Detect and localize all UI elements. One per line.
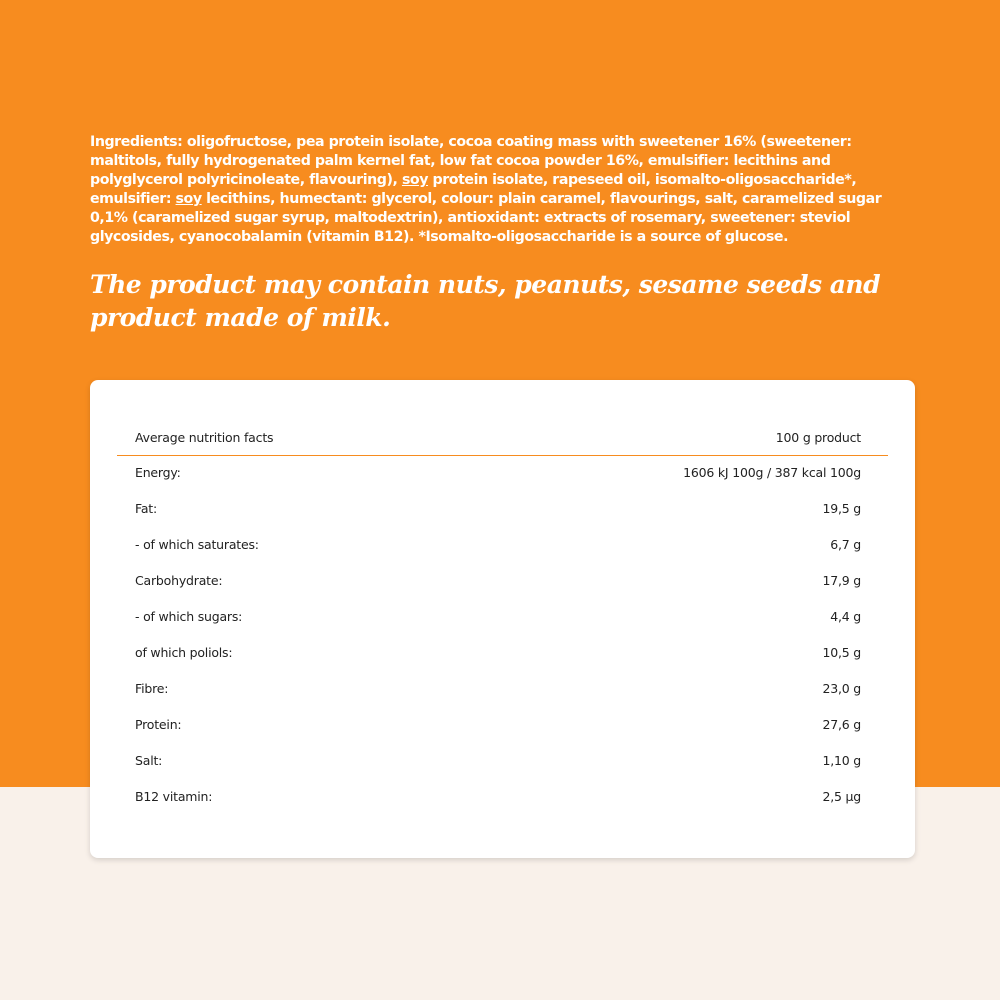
nutrient-label: - of which sugars: [135, 609, 243, 624]
nutrition-header [135, 430, 861, 450]
ingredients-part: Ingredients: oligofructose, pea protein isolate, cocoa coating mass with sweetener 16% (sweetener: maltitols, fully hydrogenated palm kernel fat, low fat cocoa powder 16%, emulsifier: lecithins and polyglycerol polyricinoleate, flavouring), [90, 134, 852, 188]
allergen-warning: The product may contain nuts, peanuts, sesame seeds and product made of milk. [90, 270, 881, 332]
nutrition-table [90, 380, 915, 858]
header-label: Average nutrition facts [135, 430, 274, 445]
header-divider [117, 455, 888, 456]
ingredients-part: protein isolate, rapeseed oil, isomalto-oligosaccharide*, emulsifier: [90, 172, 857, 207]
nutrient-label: B12 vitamin: [135, 789, 213, 804]
nutrient-value: 19,5 g [822, 501, 861, 516]
nutrition-row [135, 789, 861, 809]
nutrient-value: 27,6 g [822, 717, 861, 732]
nutrient-label: Fat: [135, 501, 158, 516]
nutrient-label: of which poliols: [135, 645, 233, 660]
nutrient-value: 6,7 g [830, 537, 861, 552]
nutrient-label: Protein: [135, 717, 182, 732]
ingredients-part: lecithins, humectant: glycerol, colour: plain caramel, flavourings, salt, caramelized sugar 0,1% (caramelized sugar syrup, maltodextrin), antioxidant: extracts of rosemary, sweetener: steviol glycosides, cyanocobalamin (vitamin B12). *Isomalto-oligosaccharide is a source of glucose. [90, 191, 882, 245]
nutrient-value: 4,4 g [830, 609, 861, 624]
nutrient-value: 1,10 g [822, 753, 861, 768]
nutrition-row [135, 645, 861, 665]
nutrition-row [135, 717, 861, 737]
nutrition-row [135, 465, 861, 485]
nutrition-row [135, 753, 861, 773]
nutrition-row [135, 573, 861, 593]
nutrient-label: Energy: [135, 465, 181, 480]
nutrition-row [135, 501, 861, 521]
allergen-soy: soy [175, 191, 202, 207]
nutrition-row [135, 537, 861, 557]
nutrient-value: 17,9 g [822, 573, 861, 588]
header-value: 100 g product [775, 430, 861, 445]
allergen-soy: soy [401, 172, 429, 188]
nutrient-label: Fibre: [135, 681, 169, 696]
nutrition-row [135, 609, 861, 629]
nutrient-value: 2,5 µg [822, 789, 861, 804]
nutrient-label: - of which saturates: [135, 537, 259, 552]
nutrient-value: 10,5 g [822, 645, 861, 660]
ingredients-text [90, 133, 920, 247]
nutrient-label: Salt: [135, 753, 163, 768]
nutrition-row [135, 681, 861, 701]
nutrient-label: Carbohydrate: [135, 573, 223, 588]
nutrient-value: 23,0 g [822, 681, 861, 696]
nutrient-value: 1606 kJ 100g / 387 kcal 100g [683, 465, 861, 480]
